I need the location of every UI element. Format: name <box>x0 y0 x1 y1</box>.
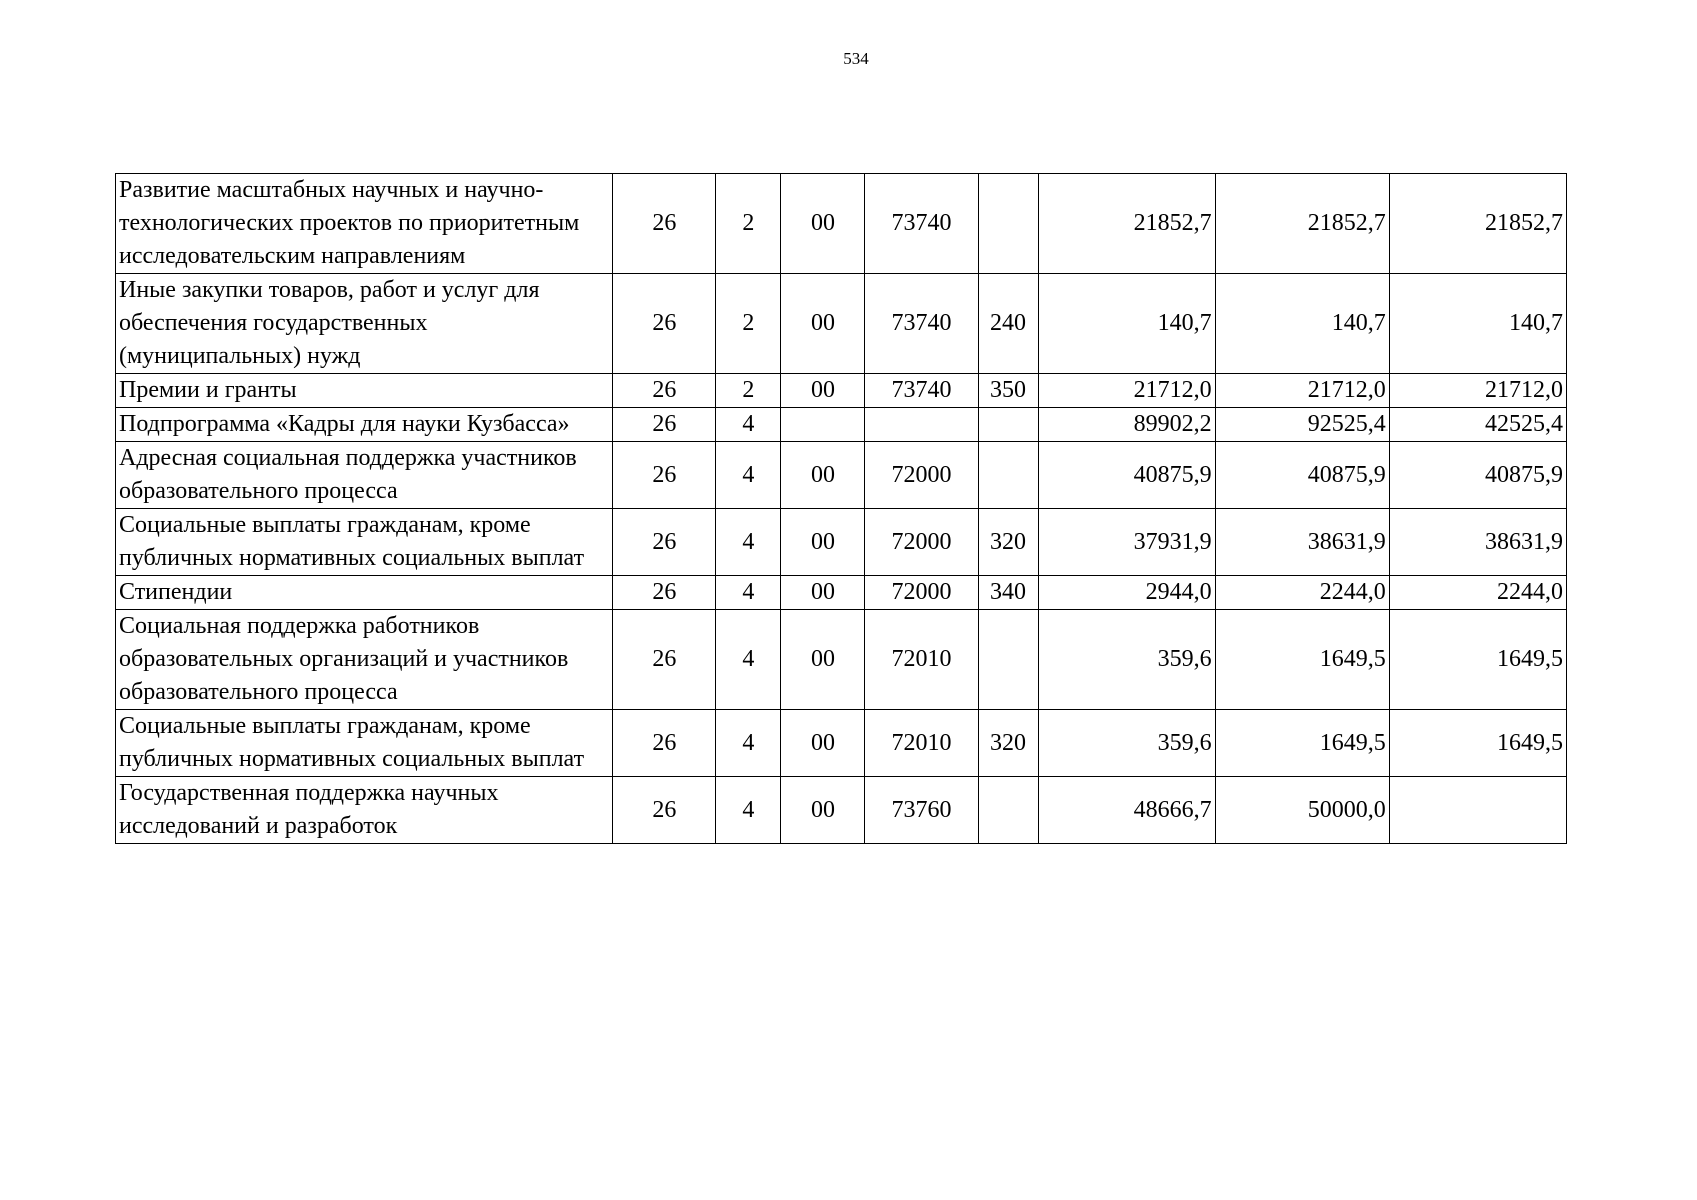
row-name-cell: Развитие масштабных научных и научно-технологических проектов по приоритетным исследовательским направлениям <box>116 174 613 274</box>
amount-year-3-cell: 140,7 <box>1389 274 1566 374</box>
subprogram-code-cell: 2 <box>716 174 781 274</box>
expense-line-code-cell: 73740 <box>865 174 978 274</box>
page-number: 534 <box>843 49 869 68</box>
amount-year-1-cell: 140,7 <box>1038 274 1215 374</box>
expense-line-code-cell: 72010 <box>865 710 978 777</box>
expense-type-code-cell <box>978 610 1038 710</box>
expense-line-code-cell: 72000 <box>865 442 978 509</box>
program-code-cell: 26 <box>613 174 716 274</box>
amount-year-1-cell: 40875,9 <box>1038 442 1215 509</box>
row-name-cell: Подпрограмма «Кадры для науки Кузбасса» <box>116 408 613 442</box>
main-activity-code-cell: 00 <box>781 509 865 576</box>
expense-line-code-cell: 73740 <box>865 274 978 374</box>
amount-year-2-cell: 1649,5 <box>1215 710 1389 777</box>
expense-type-code-cell <box>978 777 1038 844</box>
amount-year-2-cell: 140,7 <box>1215 274 1389 374</box>
main-activity-code-cell: 00 <box>781 442 865 509</box>
expense-line-code-cell <box>865 408 978 442</box>
amount-year-1-cell: 89902,2 <box>1038 408 1215 442</box>
table-row <box>116 777 1567 844</box>
expense-line-code-cell: 73740 <box>865 374 978 408</box>
amount-year-3-cell: 2244,0 <box>1389 576 1566 610</box>
amount-year-3-cell: 1649,5 <box>1389 710 1566 777</box>
subprogram-code-cell: 4 <box>716 442 781 509</box>
program-code-cell: 26 <box>613 374 716 408</box>
row-name-cell: Стипендии <box>116 576 613 610</box>
amount-year-1-cell: 37931,9 <box>1038 509 1215 576</box>
table-row <box>116 710 1567 777</box>
table-row <box>116 174 1567 274</box>
row-name-cell: Государственная поддержка научных исследований и разработок <box>116 777 613 844</box>
subprogram-code-cell: 2 <box>716 274 781 374</box>
program-code-cell: 26 <box>613 777 716 844</box>
main-activity-code-cell: 00 <box>781 610 865 710</box>
subprogram-code-cell: 2 <box>716 374 781 408</box>
expense-type-code-cell: 340 <box>978 576 1038 610</box>
amount-year-2-cell: 2244,0 <box>1215 576 1389 610</box>
table-row <box>116 610 1567 710</box>
expense-type-code-cell <box>978 442 1038 509</box>
expense-type-code-cell <box>978 408 1038 442</box>
amount-year-3-cell: 21712,0 <box>1389 374 1566 408</box>
expense-line-code-cell: 72000 <box>865 509 978 576</box>
expense-type-code-cell: 320 <box>978 509 1038 576</box>
program-code-cell: 26 <box>613 509 716 576</box>
row-name-cell: Социальные выплаты гражданам, кроме публичных нормативных социальных выплат <box>116 710 613 777</box>
program-code-cell: 26 <box>613 710 716 777</box>
main-activity-code-cell: 00 <box>781 576 865 610</box>
expense-type-code-cell: 240 <box>978 274 1038 374</box>
amount-year-2-cell: 1649,5 <box>1215 610 1389 710</box>
amount-year-1-cell: 359,6 <box>1038 610 1215 710</box>
program-code-cell: 26 <box>613 274 716 374</box>
amount-year-2-cell: 38631,9 <box>1215 509 1389 576</box>
amount-year-3-cell: 1649,5 <box>1389 610 1566 710</box>
amount-year-1-cell: 48666,7 <box>1038 777 1215 844</box>
amount-year-2-cell: 21712,0 <box>1215 374 1389 408</box>
row-name-cell: Иные закупки товаров, работ и услуг для обеспечения государственных (муниципальных) нужд <box>116 274 613 374</box>
amount-year-3-cell: 38631,9 <box>1389 509 1566 576</box>
row-name-cell: Социальные выплаты гражданам, кроме публичных нормативных социальных выплат <box>116 509 613 576</box>
amount-year-1-cell: 21852,7 <box>1038 174 1215 274</box>
subprogram-code-cell: 4 <box>716 710 781 777</box>
amount-year-2-cell: 50000,0 <box>1215 777 1389 844</box>
expense-line-code-cell: 73760 <box>865 777 978 844</box>
expense-type-code-cell: 320 <box>978 710 1038 777</box>
amount-year-2-cell: 40875,9 <box>1215 442 1389 509</box>
subprogram-code-cell: 4 <box>716 777 781 844</box>
amount-year-1-cell: 21712,0 <box>1038 374 1215 408</box>
program-code-cell: 26 <box>613 610 716 710</box>
main-activity-code-cell: 00 <box>781 777 865 844</box>
table-row <box>116 442 1567 509</box>
main-activity-code-cell: 00 <box>781 374 865 408</box>
subprogram-code-cell: 4 <box>716 509 781 576</box>
main-activity-code-cell: 00 <box>781 174 865 274</box>
expense-line-code-cell: 72000 <box>865 576 978 610</box>
program-code-cell: 26 <box>613 576 716 610</box>
table-row <box>116 408 1567 442</box>
subprogram-code-cell: 4 <box>716 576 781 610</box>
main-activity-code-cell: 00 <box>781 710 865 777</box>
row-name-cell: Социальная поддержка работников образовательных организаций и участников образовательного процесса <box>116 610 613 710</box>
expense-line-code-cell: 72010 <box>865 610 978 710</box>
row-name-cell: Премии и гранты <box>116 374 613 408</box>
amount-year-2-cell: 21852,7 <box>1215 174 1389 274</box>
amount-year-3-cell: 40875,9 <box>1389 442 1566 509</box>
expense-type-code-cell <box>978 174 1038 274</box>
amount-year-1-cell: 359,6 <box>1038 710 1215 777</box>
amount-year-3-cell <box>1389 777 1566 844</box>
amount-year-1-cell: 2944,0 <box>1038 576 1215 610</box>
subprogram-code-cell: 4 <box>716 408 781 442</box>
table-row <box>116 509 1567 576</box>
amount-year-3-cell: 21852,7 <box>1389 174 1566 274</box>
program-code-cell: 26 <box>613 442 716 509</box>
row-name-cell: Адресная социальная поддержка участников образовательного процесса <box>116 442 613 509</box>
subprogram-code-cell: 4 <box>716 610 781 710</box>
amount-year-2-cell: 92525,4 <box>1215 408 1389 442</box>
budget-table <box>115 173 1567 844</box>
expense-type-code-cell: 350 <box>978 374 1038 408</box>
main-activity-code-cell: 00 <box>781 274 865 374</box>
main-activity-code-cell <box>781 408 865 442</box>
program-code-cell: 26 <box>613 408 716 442</box>
table-row <box>116 374 1567 408</box>
amount-year-3-cell: 42525,4 <box>1389 408 1566 442</box>
table-row <box>116 576 1567 610</box>
table-row <box>116 274 1567 374</box>
